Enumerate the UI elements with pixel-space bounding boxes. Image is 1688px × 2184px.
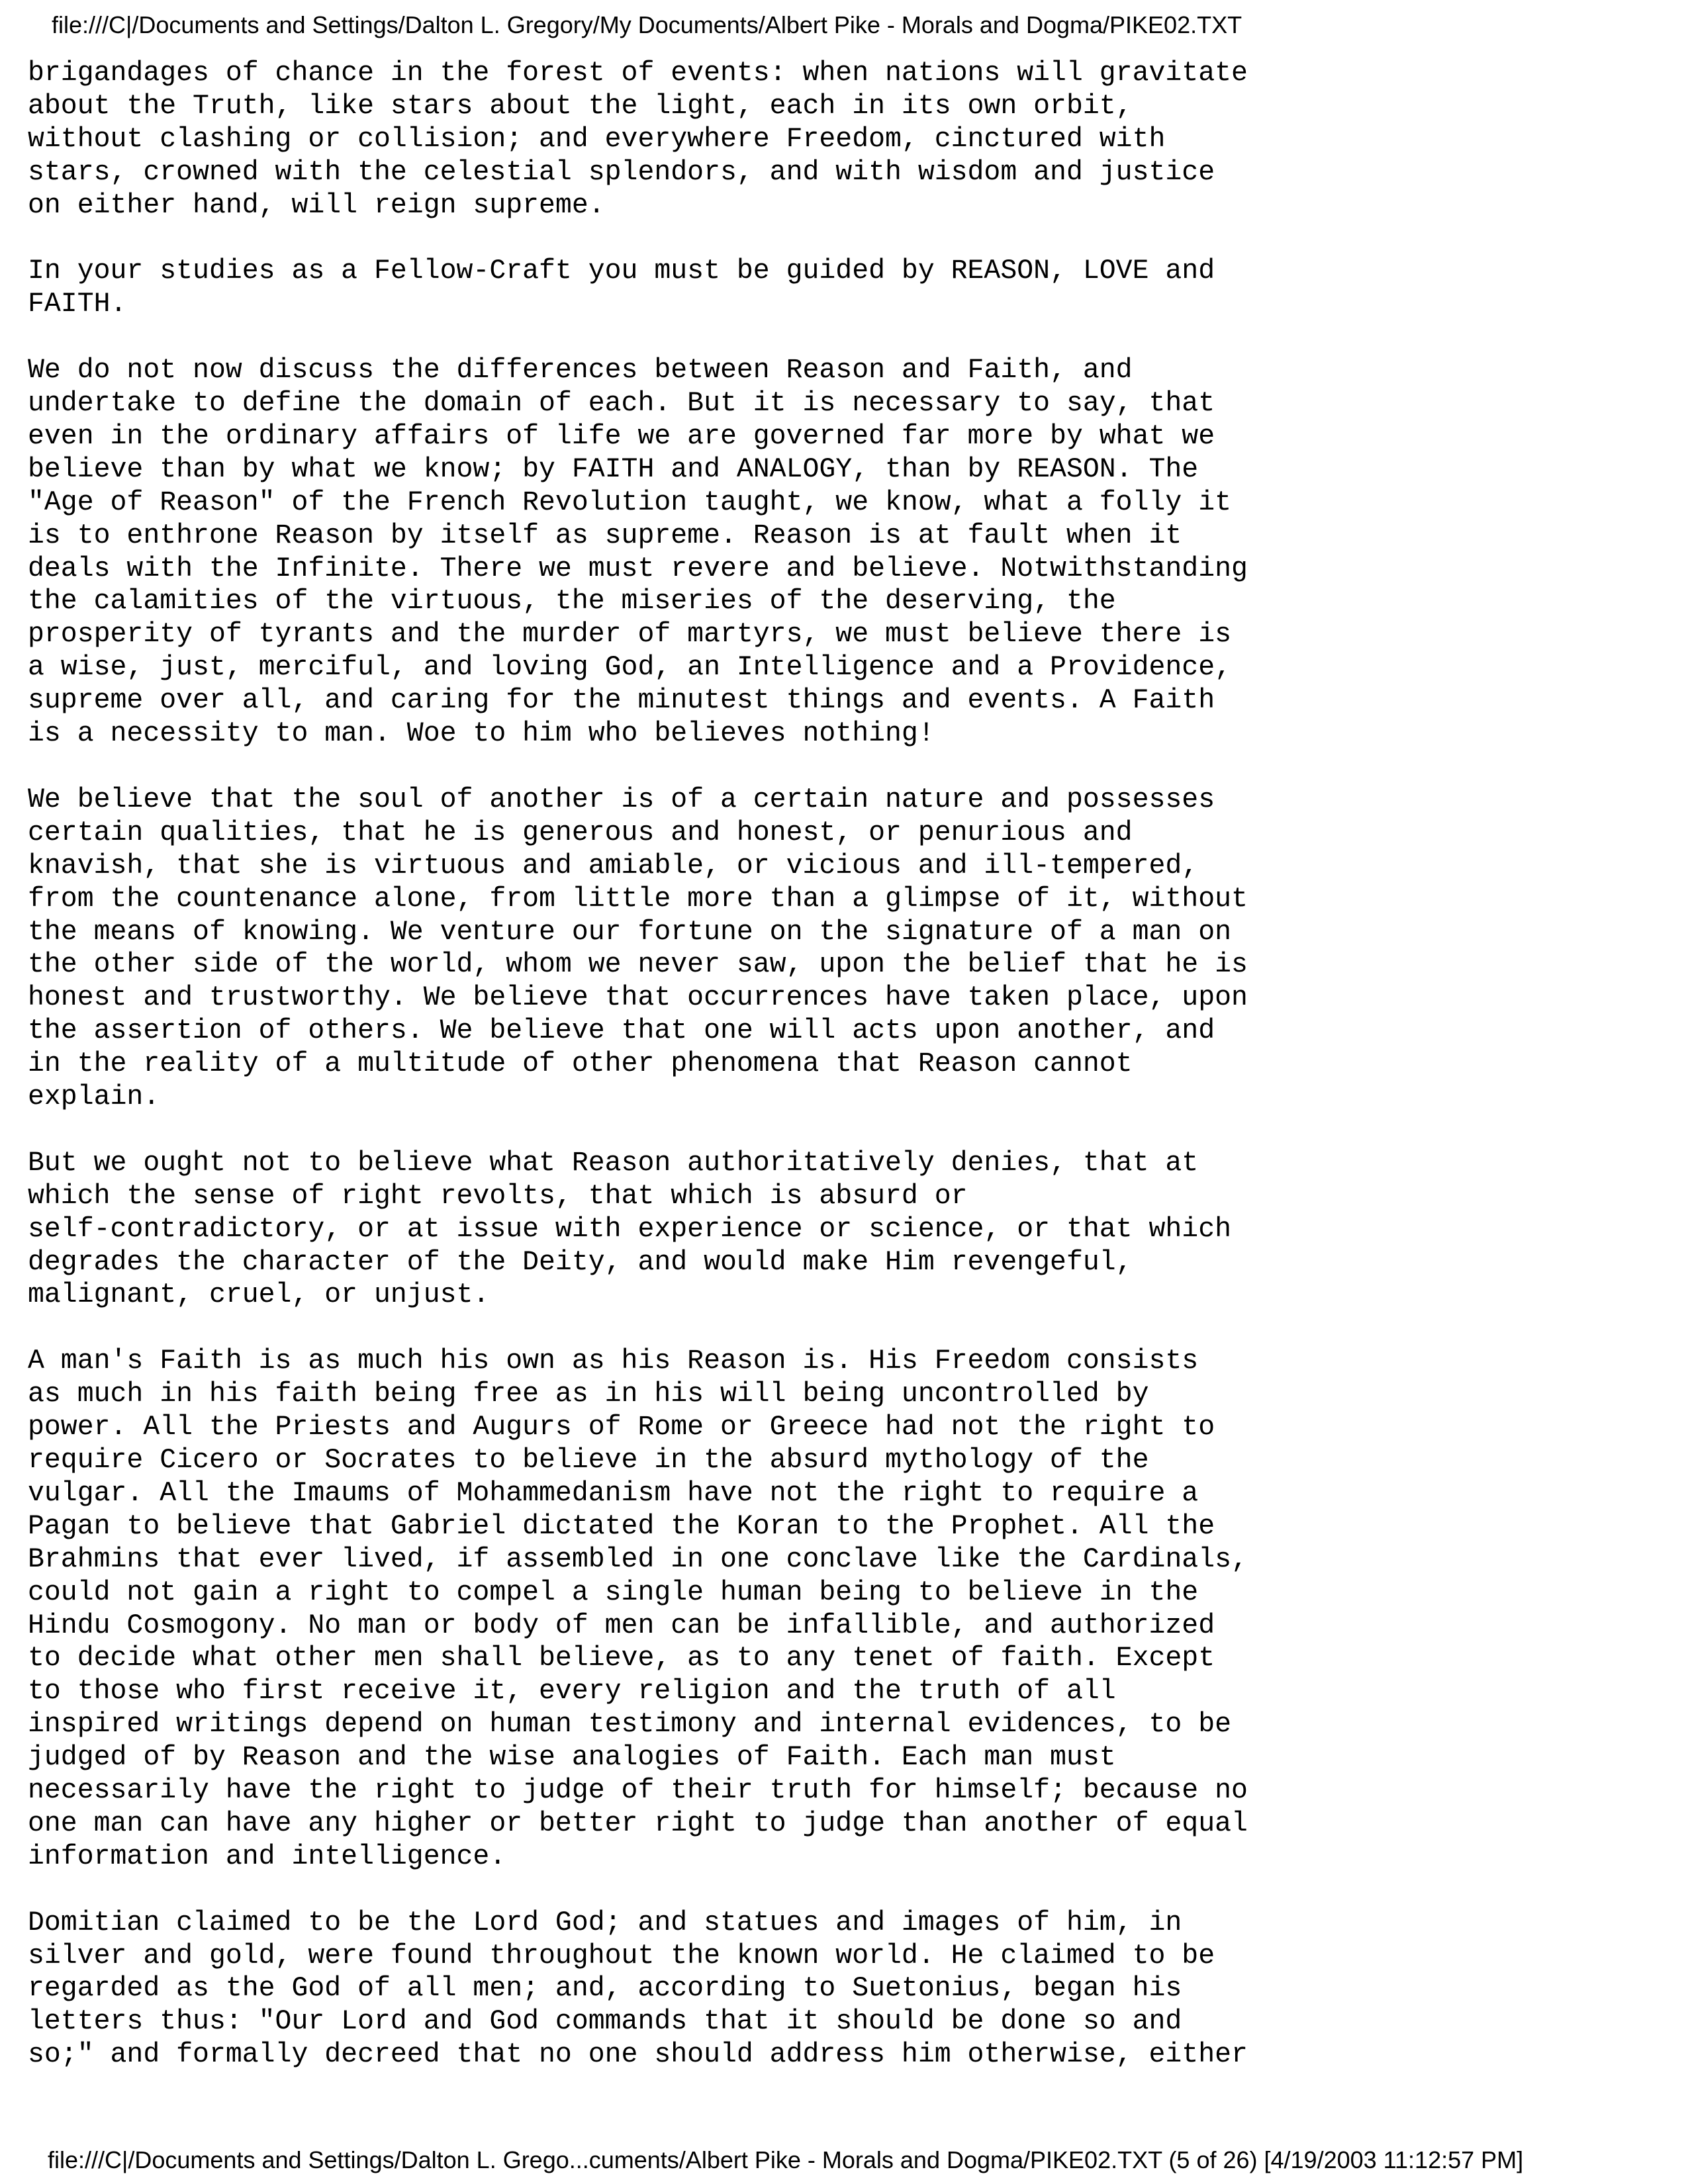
paragraph: We do not now discuss the differences between Reason and Faith, and undertake to define the domain of each. But it is necessary to say, that even in the ordinary affairs of life we are governed far more by what we believe than by what we know; by FAITH and ANALOGY, than by REASON. The "Age of Reason" of the French Revolution taught, we know, what a folly it is to enthrone Reason by itself as supreme. Reason is at fault when it deals with the Infinite. There we must revere and believe. Notwithstanding the calamities of the virtuous, the miseries of the deserving, the prosperity of tyrants and the murder of martyrs, we must believe there is a wise, just, merciful, and loving God, an Intelligence and a Providence, supreme over all, and caring for the minutest things and events. A Faith is a necessity to man. Woe to him who believes nothing!	[28, 355, 1248, 750]
paragraph: But we ought not to believe what Reason authoritatively denies, that at which the sense of right revolts, that which is absurd or self-contradictory, or at issue with experience or science, or that which degrades the character of the Deity, and would make Him revengeful, malignant, cruel, or unjust.	[28, 1147, 1231, 1311]
paragraph: brigandages of chance in the forest of events: when nations will gravitate about the Truth, like stars about the light, each in its own orbit, without clashing or collision; and everywhere Freedom, cinctured with stars, crowned with the celestial splendors, and with wisdom and justice on either hand, will reign supreme.	[28, 58, 1248, 221]
footer-file-path: file:///C|/Documents and Settings/Dalton L. Grego...cuments/Albert Pike - Morals and Dogma/PIKE02.TXT (5 of 26) [4/19/2003 11:12:57 PM]	[48, 2146, 1524, 2173]
paragraph: We believe that the soul of another is of a certain nature and possesses certain qualities, that he is generous and honest, or penurious and knavish, that she is virtuous and amiable, or vicious and ill-tempered, from the countenance alone, from little more than a glimpse of it, without the means of knowing. We venture our fortune on the signature of a man on the other side of the world, whom we never saw, upon the belief that he is honest and trustworthy. We believe that occurrences have taken place, upon the assertion of others. We believe that one will acts upon another, and in the reality of a multitude of other phenomena that Reason cannot explain.	[28, 784, 1248, 1113]
paragraph: Domitian claimed to be the Lord God; and statues and images of him, in silver and gold, were found throughout the known world. He claimed to be regarded as the God of all men; and, according to Suetonius, began his letters thus: "Our Lord and God commands that it should be done so and so;" and formally decreed that no one should address him otherwise, either	[28, 1907, 1248, 2071]
document-body	[28, 57, 1617, 2105]
paragraph: A man's Faith is as much his own as his Reason is. His Freedom consists as much in his faith being free as in his will being uncontrolled by power. All the Priests and Augurs of Rome or Greece had not the right to require Cicero or Socrates to believe in the absurd mythology of the vulgar. All the Imaums of Mohammedanism have not the right to require a Pagan to believe that Gabriel dictated the Koran to the Prophet. All the Brahmins that ever lived, if assembled in one conclave like the Cardinals, could not gain a right to compel a single human being to believe in the Hindu Cosmogony. No man or body of men can be infallible, and authorized to decide what other men shall believe, as to any tenet of faith. Except to those who first receive it, every religion and the truth of all inspired writings depend on human testimony and internal evidences, to be judged of by Reason and the wise analogies of Faith. Each man must necessarily have the right to judge of their truth for himself; because no one man can have any higher or better right to judge than another of equal information and intelligence.	[28, 1345, 1248, 1872]
header-file-path: file:///C|/Documents and Settings/Dalton L. Gregory/My Documents/Albert Pike - Morals and Dogma/PIKE02.TXT	[52, 11, 1243, 38]
paragraph: In your studies as a Fellow-Craft you must be guided by REASON, LOVE and FAITH.	[28, 255, 1215, 320]
